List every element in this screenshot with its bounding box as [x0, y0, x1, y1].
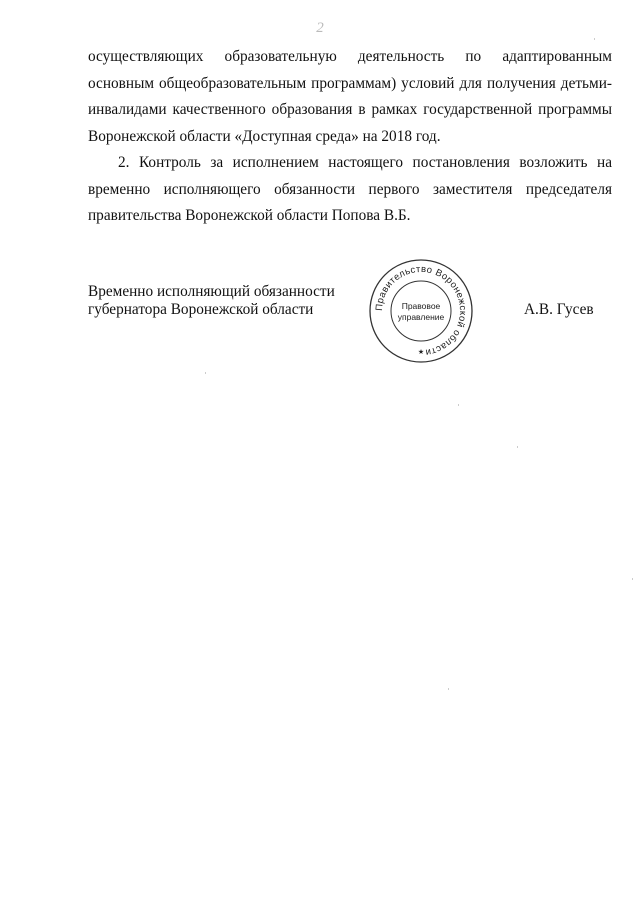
paragraph-control-clause — [88, 150, 612, 230]
official-stamp — [368, 258, 474, 364]
signatory-title — [88, 283, 348, 319]
stamp-center-line: Правовое — [401, 301, 441, 311]
text-line: 2. Контроль за исполнением настоящего постановления возложить на — [118, 154, 612, 171]
signatory-title-line: Временно исполняющий обязанности — [88, 283, 335, 300]
stamp-inner-ring — [391, 281, 451, 341]
stamp-outer-ring — [370, 260, 472, 362]
stamp-center-line: управление — [397, 312, 445, 322]
text-line: правительства Воронежской области Попова В.Б. — [88, 207, 411, 224]
text-line: основным общеобразовательным программам) условий для получения детьми- — [88, 74, 612, 92]
scan-speck — [517, 446, 518, 448]
scan-speck — [458, 404, 459, 406]
scan-speck — [448, 688, 449, 690]
scan-speck — [594, 38, 595, 40]
text-line: осуществляющих образовательную деятельность по адаптированным — [88, 48, 612, 65]
stamp-ring-text: Правительство Воронежской области — [373, 263, 469, 358]
paragraph-continuation — [88, 44, 612, 150]
scan-speck — [632, 578, 633, 580]
stamp-star-icon: ★ — [417, 348, 425, 356]
text-line: Воронежской области «Доступная среда» на 2018 год. — [88, 127, 441, 145]
document-body — [88, 44, 612, 230]
signatory-name: А.В. Гусев — [524, 301, 594, 318]
scan-speck — [205, 372, 206, 374]
text-line: временно исполняющего обязанности первого заместителя председателя — [88, 180, 612, 198]
signatory-title-line: губернатора Воронежской области — [88, 301, 314, 318]
text-line: инвалидами качественного образования в рамках государственной программы — [88, 101, 612, 118]
page-number: 2 — [316, 20, 324, 36]
